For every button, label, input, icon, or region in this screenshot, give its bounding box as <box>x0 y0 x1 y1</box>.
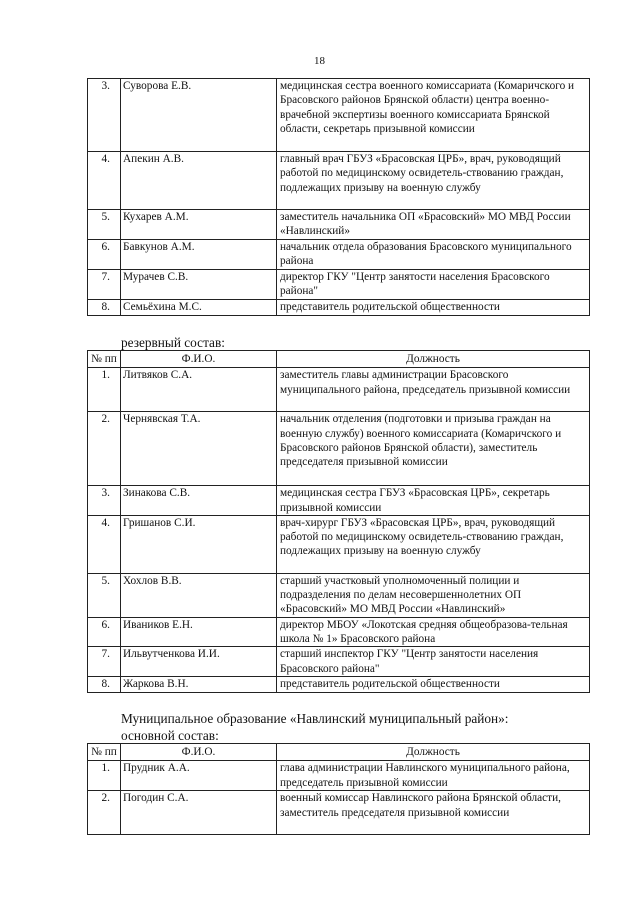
table-row <box>88 270 590 300</box>
row-number: 8. <box>88 677 121 693</box>
table-row <box>88 412 590 486</box>
table-row <box>88 677 590 693</box>
full-name: Бавкунов А.М. <box>121 240 277 270</box>
table-row <box>88 152 590 210</box>
row-number: 4. <box>88 152 121 210</box>
position: старший участковый уполномоченный полиции и подразделения по делам несовершеннолетних ОП «Брасовский» МО МВД России «Навлинский» <box>277 573 590 617</box>
full-name: Суворова Е.В. <box>121 79 277 152</box>
reserve-caption: резервный состав: <box>121 335 225 350</box>
full-name: Прудник А.А. <box>121 761 277 791</box>
table-row <box>88 368 590 412</box>
table-row <box>88 647 590 677</box>
position: заместитель главы администрации Брасовского муниципального района, председатель призывной комиссии <box>277 368 590 412</box>
table-row <box>88 210 590 240</box>
position: главный врач ГБУЗ «Брасовская ЦРБ», врач, руководящий работой по медицинскому освидетель-ствованию граждан, подлежащих призыву на военную службу <box>277 152 590 210</box>
full-name: Чернявская Т.А. <box>121 412 277 486</box>
row-number: 3. <box>88 79 121 152</box>
position: начальник отдела образования Брасовского муниципального района <box>277 240 590 270</box>
header-name: Ф.И.О. <box>121 351 277 368</box>
table-row <box>88 300 590 316</box>
position: старший инспектор ГКУ "Центр занятости населения Брасовского района" <box>277 647 590 677</box>
row-number: 7. <box>88 647 121 677</box>
full-name: Хохлов В.В. <box>121 573 277 617</box>
table-row <box>88 573 590 617</box>
header-number: № пп <box>88 351 121 368</box>
full-name: Жаркова В.Н. <box>121 677 277 693</box>
table-row <box>88 761 590 791</box>
position: директор ГКУ "Центр занятости населения Брасовского района" <box>277 270 590 300</box>
full-name: Апекин А.В. <box>121 152 277 210</box>
table-row <box>88 791 590 835</box>
row-number: 1. <box>88 368 121 412</box>
row-number: 1. <box>88 761 121 791</box>
header-position: Должность <box>277 351 590 368</box>
table-row <box>88 486 590 516</box>
row-number: 6. <box>88 240 121 270</box>
full-name: Иваников Е.Н. <box>121 617 277 647</box>
navlinsky-main-composition-table <box>87 743 590 835</box>
full-name: Гришанов С.И. <box>121 515 277 573</box>
municipality-caption: Муниципальное образование «Навлинский муниципальный район»: <box>121 711 509 726</box>
full-name: Семьёхина М.С. <box>121 300 277 316</box>
header-position: Должность <box>277 744 590 761</box>
full-name: Погодин С.А. <box>121 791 277 835</box>
position: представитель родительской общественности <box>277 300 590 316</box>
row-number: 5. <box>88 210 121 240</box>
row-number: 8. <box>88 300 121 316</box>
page-number: 18 <box>314 55 325 67</box>
full-name: Кухарев А.М. <box>121 210 277 240</box>
header-name: Ф.И.О. <box>121 744 277 761</box>
row-number: 3. <box>88 486 121 516</box>
table-row <box>88 617 590 647</box>
position: директор МБОУ «Локотская средняя общеобразова-тельная школа № 1» Брасовского района <box>277 617 590 647</box>
table-header-row <box>88 744 590 761</box>
main-composition-caption: основной состав: <box>121 728 219 743</box>
position: медицинская сестра военного комиссариата (Комаричского и Брасовского районов Брянской области) центра военно-врачебной экспертизы военного комиссариата Брянской области, секретарь призывной комиссии <box>277 79 590 152</box>
row-number: 4. <box>88 515 121 573</box>
full-name: Литвяков С.А. <box>121 368 277 412</box>
position: глава администрации Навлинского муниципального района, председатель призывной комиссии <box>277 761 590 791</box>
row-number: 6. <box>88 617 121 647</box>
table-header-row <box>88 351 590 368</box>
position: врач-хирург ГБУЗ «Брасовская ЦРБ», врач, руководящий работой по медицинскому освидетель-ствованию граждан, подлежащих призыву на военную службу <box>277 515 590 573</box>
reserve-composition-table <box>87 350 590 693</box>
full-name: Зинакова С.В. <box>121 486 277 516</box>
main-composition-table-continued <box>87 78 590 316</box>
full-name: Ильвутченкова И.И. <box>121 647 277 677</box>
row-number: 2. <box>88 412 121 486</box>
position: представитель родительской общественности <box>277 677 590 693</box>
row-number: 5. <box>88 573 121 617</box>
position: медицинская сестра ГБУЗ «Брасовская ЦРБ», секретарь призывной комиссии <box>277 486 590 516</box>
row-number: 2. <box>88 791 121 835</box>
table-row <box>88 515 590 573</box>
full-name: Мурачев С.В. <box>121 270 277 300</box>
table-row <box>88 79 590 152</box>
table-row <box>88 240 590 270</box>
position: начальник отделения (подготовки и призыва граждан на военную службу) военного комиссариата (Комаричского и Брасовского районов Брянской области), заместитель председателя призывной комиссии <box>277 412 590 486</box>
position: военный комиссар Навлинского района Брянской области, заместитель председателя призывной комиссии <box>277 791 590 835</box>
position: заместитель начальника ОП «Брасовский» МО МВД России «Навлинский» <box>277 210 590 240</box>
row-number: 7. <box>88 270 121 300</box>
header-number: № пп <box>88 744 121 761</box>
